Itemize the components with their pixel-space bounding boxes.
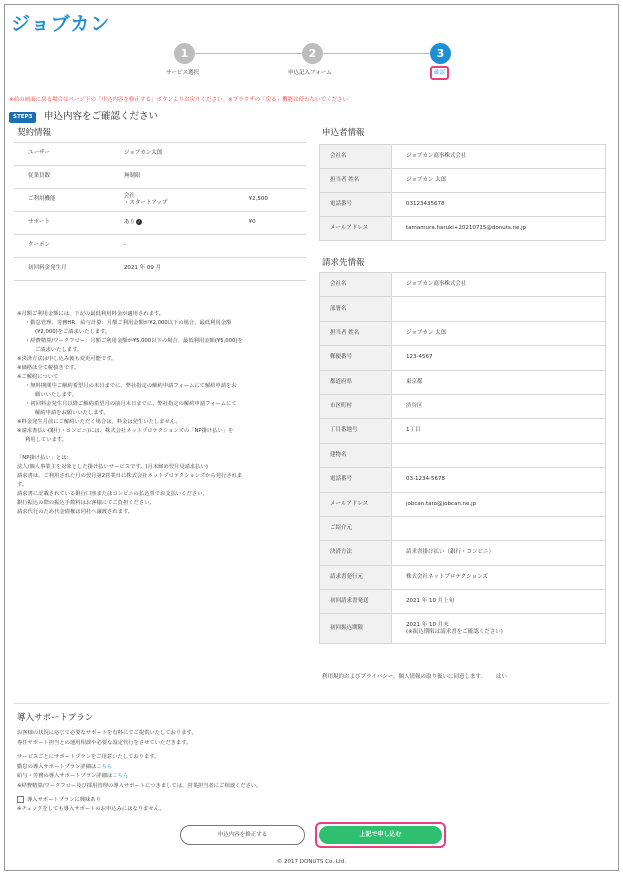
billing-row xyxy=(320,492,606,516)
applicant-label: 担当者 姓名 xyxy=(320,169,392,193)
contract-row xyxy=(14,189,306,212)
billing-row xyxy=(320,297,606,321)
note-line: 願いいたします。 xyxy=(35,392,77,398)
contract-price: ¥0 xyxy=(243,212,306,235)
billing-label: ご紹介元 xyxy=(320,516,392,540)
contract-value: ジョブカン太郎 xyxy=(118,143,243,166)
note-line: ※決済方法は申し込み後も変更可能です。 xyxy=(17,356,117,362)
billing-row xyxy=(320,565,606,589)
billing-row xyxy=(320,443,606,467)
billing-label: 丁目番地号 xyxy=(320,419,392,443)
contract-value: 無制限 xyxy=(118,166,243,189)
jobcan-logo[interactable]: ジョブカン xyxy=(11,13,111,35)
note-line: ※ご解約について xyxy=(17,374,59,380)
applicant-row xyxy=(320,217,606,241)
contract-label: クーポン xyxy=(14,235,118,258)
billing-label: 電話番号 xyxy=(320,468,392,492)
contract-label: 従業員数 xyxy=(14,166,118,189)
progress-steps xyxy=(160,40,460,80)
note-line: 法人/個人事業主を対象とした掛け払いサービスです。(月末締め翌月見請求払い) xyxy=(17,464,208,470)
billing-value: 2021 年 10 月上旬 xyxy=(392,590,606,614)
submit-application-button[interactable]: 上記で申し込む xyxy=(319,826,442,844)
back-warning: ※前の画面に戻る場合はページ下の「申込内容を修正する」ボタンよりお戻りください。※ブラウザの「戻る」機能は使わないでください xyxy=(9,97,349,103)
note-line: ・無料期間中ご解約希望月の末日までに、弊社指定の解約申請フォームにて解約申請をお xyxy=(25,383,237,389)
step-3-label: 確認 xyxy=(430,66,449,80)
billing-label: 郵便番号 xyxy=(320,346,392,370)
applicant-label: メールアドレス xyxy=(320,217,392,241)
note-line: す。 xyxy=(17,482,28,488)
billing-value: ジョブカン 太郎 xyxy=(392,321,606,345)
support-line-4: 勤怠の導入サポートプラン詳細はこちら xyxy=(17,763,113,770)
contract-row xyxy=(14,212,306,235)
note-line xyxy=(17,445,305,454)
step-badge: STEP3 xyxy=(9,112,36,123)
support-checkbox-label[interactable]: 導入サポートプランに興味あり xyxy=(27,796,101,803)
contract-value: - xyxy=(118,235,243,258)
billing-value: ジョブカン商事株式会社 xyxy=(392,273,606,297)
billing-label: 担当者 姓名 xyxy=(320,321,392,345)
edit-application-button[interactable]: 申込内容を修正する xyxy=(180,825,305,845)
applicant-heading: 申込者情報 xyxy=(322,128,365,138)
billing-label: 会社名 xyxy=(320,273,392,297)
note-line: ・勤怠管理、労務HR、給与計算：月額ご利用金額が¥2,000以下の場合、最低利用金額 xyxy=(25,320,232,326)
step-2-label: 申込記入フォーム xyxy=(288,70,332,76)
billing-label: 部署名 xyxy=(320,297,392,321)
check-circle-icon: ✓ xyxy=(137,219,141,225)
step-line-2 xyxy=(323,53,433,54)
contract-label: 初回料金発生月 xyxy=(14,258,118,281)
copyright: © 2017 DONUTS Co. Ltd. xyxy=(276,859,347,865)
billing-value: 123-4567 xyxy=(392,346,606,370)
support-heading: 導入サポートプラン xyxy=(17,713,94,723)
contract-row xyxy=(14,166,306,189)
contract-label: サポート xyxy=(14,212,118,235)
terms-agreement-text: 利用規約およびプライバシー、個人情報の取り扱いに同意します。 xyxy=(322,674,487,680)
contract-value: 2021 年 09 月 xyxy=(118,258,243,281)
billing-value: 03-1234-5678 xyxy=(392,468,606,492)
terms-agreement xyxy=(322,674,507,681)
billing-row xyxy=(320,590,606,614)
billing-row xyxy=(320,516,606,540)
note-line: (¥2,000)をご請求いたします。 xyxy=(35,329,111,335)
billing-row xyxy=(320,321,606,345)
billing-label: メールアドレス xyxy=(320,492,392,516)
note-line: 利用しています。 xyxy=(25,437,67,443)
submit-highlight xyxy=(315,822,446,848)
payroll-support-link[interactable]: こちら xyxy=(112,773,129,780)
applicant-row xyxy=(320,193,606,217)
billing-row xyxy=(320,419,606,443)
support-checkbox-row[interactable] xyxy=(17,796,261,806)
billing-label: 市区町村 xyxy=(320,394,392,418)
billing-value: 株式会社ネットプロテクションズ xyxy=(392,565,606,589)
support-line-5: 給与・労務の導入サポートプラン詳細はこちら xyxy=(17,773,129,780)
applicant-row xyxy=(320,145,606,169)
billing-row xyxy=(320,614,606,644)
billing-label: 請求書発行元 xyxy=(320,565,392,589)
contract-price xyxy=(243,235,306,258)
billing-value xyxy=(392,516,606,540)
billing-value xyxy=(392,297,606,321)
billing-value: jobcan.taro@jobcan.ne.jp xyxy=(392,492,606,516)
contract-price: ¥2,500 xyxy=(243,189,306,212)
note-line: ご請求いたします。 xyxy=(35,347,83,353)
contract-row xyxy=(14,258,306,281)
billing-row xyxy=(320,468,606,492)
applicant-value: ジョブカン商事株式会社 xyxy=(392,145,606,169)
note-line: 解約申請をお願いいたします。 xyxy=(35,410,109,416)
applicant-table xyxy=(319,144,606,241)
contract-heading: 契約情報 xyxy=(17,128,52,138)
step-3-circle: 3 xyxy=(430,43,451,64)
billing-label: 初回請求書発送 xyxy=(320,590,392,614)
step-line-1 xyxy=(195,53,305,54)
contract-value: 会社 ・スタートアップ xyxy=(118,189,243,212)
support-line-6: ※経費精算/ワークフロー及び採用管理の導入サポートにつきましては、営業担当者にご相談ください。 xyxy=(17,782,262,789)
billing-value: 2021 年 10 月末 (※振込期限は請求書をご確認ください) xyxy=(392,614,606,644)
contract-table xyxy=(14,142,306,281)
page-title: 申込内容をご確認ください xyxy=(44,111,159,122)
billing-row xyxy=(320,346,606,370)
billing-row xyxy=(320,370,606,394)
billing-heading: 請求先情報 xyxy=(322,258,365,268)
note-line: ※価格は全て税抜きです。 xyxy=(17,365,80,371)
applicant-value: tamamura.haruki+20210715@donuts.ne.jp xyxy=(392,217,606,241)
kintai-support-link[interactable]: こちら xyxy=(96,763,113,770)
contract-label: ご利用機能 xyxy=(14,189,118,212)
applicant-value: ジョブカン 太郎 xyxy=(392,169,606,193)
billing-row xyxy=(320,394,606,418)
billing-value: 請求書掛け払い（銀行・コンビニ） xyxy=(392,541,606,565)
note-line: 「NP掛け払い」とは： xyxy=(17,455,72,461)
contract-row xyxy=(14,143,306,166)
contract-price xyxy=(243,143,306,166)
billing-label: 都道府県 xyxy=(320,370,392,394)
step-1-label: サービス選択 xyxy=(166,70,200,76)
support-line-3: サービスごとにサポートプランをご用意いたしております。 xyxy=(17,754,160,761)
terms-agreement-answer: はい xyxy=(495,674,507,680)
divider xyxy=(14,703,609,704)
billing-value: 東京都 xyxy=(392,370,606,394)
note-line: ・初回料金発生月以降ご解約希望月の前月末日までに、弊社指定の解約申請フォームにて xyxy=(25,401,237,407)
billing-value xyxy=(392,443,606,467)
note-line: 銀行振込の際の振込手数料はお客様にてご負担ください。 xyxy=(17,500,155,506)
billing-label: 決済方法 xyxy=(320,541,392,565)
billing-value: 1丁目 xyxy=(392,419,606,443)
support-interest-checkbox[interactable] xyxy=(17,796,24,803)
note-line: 請求代行のため代金債権は同社へ譲渡されます。 xyxy=(17,509,134,515)
contract-price xyxy=(243,166,306,189)
note-line: 請求書に記載されている銀行口座またはコンビニの払込票でお支払いください。 xyxy=(17,491,208,497)
contract-row xyxy=(14,235,306,258)
step-1-circle: 1 xyxy=(174,43,195,64)
note-line: ※料金発生月前にご解約いただく場合は、料金は発生いたしません。 xyxy=(17,419,181,425)
applicant-row xyxy=(320,169,606,193)
applicant-label: 電話番号 xyxy=(320,193,392,217)
contract-value: あり ✓ xyxy=(118,212,243,235)
billing-label: 初回振込期限 xyxy=(320,614,392,644)
note-line: 請求書は、ご利用された月の翌月第2営業日に株式会社ネットプロテクションズから発行されま xyxy=(17,473,243,479)
support-section xyxy=(17,729,261,815)
support-line-1: お客様の状況に応じて必要なサポートを有料にてご提供いたしております。 xyxy=(17,730,197,736)
note-line: ※月額ご利用金額には、下記の最低利用料金が適用されます。 xyxy=(17,311,165,317)
support-line-2: 専任サポート担当との運用相談や必要な設定代行をさせていただきます。 xyxy=(17,739,192,746)
contract-label: ユーザー xyxy=(14,143,118,166)
note-line: ※請求書払い(銀行・コンビニ)には、株式会社ネットプロテクションズの「NP掛け払い」を xyxy=(17,428,234,434)
applicant-value: 03123435678 xyxy=(392,193,606,217)
billing-label: 建物名 xyxy=(320,443,392,467)
billing-table xyxy=(319,272,606,644)
billing-value: 渋谷区 xyxy=(392,394,606,418)
billing-row xyxy=(320,273,606,297)
support-note: ※チェックをしても導入サポートのお申込みにはなりません。 xyxy=(17,806,165,813)
applicant-label: 会社名 xyxy=(320,145,392,169)
note-line: ・経費精算/ワークフロー：月額ご利用金額が¥5,000以下の場合、最低利用金額(¥5,000)を xyxy=(25,338,243,344)
contract-notes xyxy=(17,310,305,517)
billing-row xyxy=(320,541,606,565)
step-2-circle: 2 xyxy=(302,43,323,64)
contract-price xyxy=(243,258,306,281)
